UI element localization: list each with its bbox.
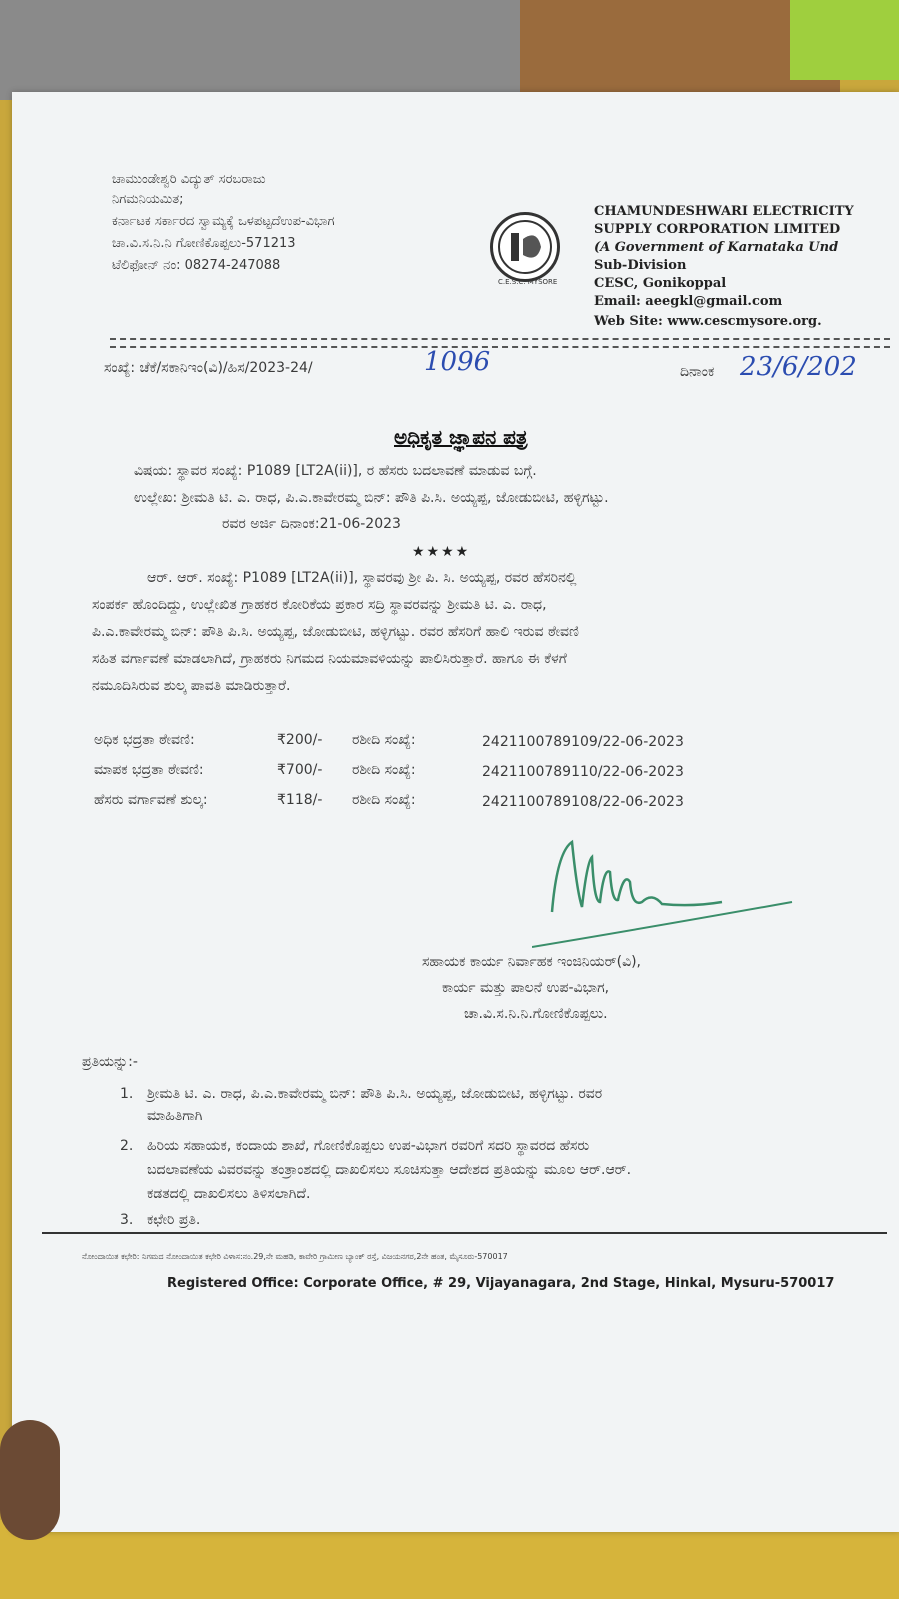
header-phone: ಟೆಲಿಫೋನ್ ನಂ: 08274-247088 [112, 258, 281, 273]
copies-heading: ಪ್ರತಿಯನ್ನು:- [82, 1054, 138, 1070]
copy-item-number: 1. [120, 1086, 134, 1102]
fee-receipt-label: ರಶೀದಿ ಸಂಖ್ಯೆ: [352, 792, 416, 808]
copy-item-line: ಕಡತದಲ್ಲಿ ದಾಖಲಿಸಲು ತಿಳಿಸಲಾಗಿದೆ. [147, 1186, 311, 1202]
background-folder [0, 0, 530, 100]
reference-line: ರವರ ಅರ್ಜಿ ದಿನಾಂಕ:21-06-2023 [222, 516, 401, 532]
ref-number-handwritten: 1096 [424, 347, 491, 377]
fee-amount: ₹200/- [277, 732, 323, 748]
signatory-designation: ಸಹಾಯಕ ಕಾರ್ಯ ನಿರ್ವಾಹಕ ಇಂಜಿನಿಯರ್(ವಿ), [422, 954, 642, 970]
fee-receipt-label: ರಶೀದಿ ಸಂಖ್ಯೆ: [352, 732, 416, 748]
subject-line: ವಿಷಯ: ಸ್ಥಾವರ ಸಂಖ್ಯೆ: P1089 [LT2A(ii)], ರ ಹೆಸರು ಬದಲಾವಣೆ ಮಾಡುವ ಬಗ್ಗೆ. [134, 463, 537, 479]
reference-line: ಉಲ್ಲೇಖ: ಶ್ರೀಮತಿ ಟಿ. ಎ. ರಾಧ, ಪಿ.ಎ.ಕಾವೇರಮ್ಮ ಬಿನ್: ಪೌತಿ ಪಿ.ಸಿ. ಅಯ್ಯಪ್ಪ, ಜೋಡುಬೀಟಿ, ಹಳ್ಳಿಗಟ್ಟು. [134, 490, 609, 506]
fee-amount: ₹118/- [277, 792, 323, 808]
logo-caption: C.E.S.C. MYSORE [498, 278, 558, 286]
header-divider [110, 338, 890, 340]
header-divider [110, 346, 890, 348]
copy-item-line: ಬದಲಾವಣೆಯ ವಿವರವನ್ನು ತಂತ್ರಾಂಶದಲ್ಲಿ ದಾಖಲಿಸಲು ಸೂಚಿಸುತ್ತಾ ಆದೇಶದ ಪ್ರತಿಯನ್ನು ಮೂಲ ಆರ್.ಆರ್. [147, 1162, 632, 1178]
signatory-location: ಚಾ.ವಿ.ಸ.ನಿ.ನಿ.ಗೋಣಿಕೊಪ್ಪಲು. [464, 1006, 608, 1022]
handwritten-signature [532, 832, 802, 952]
thumb [0, 1420, 60, 1540]
header-english-line: CHAMUNDESHWARI ELECTRICITY [594, 204, 854, 219]
header-english-line: (A Government of Karnataka Und [594, 240, 839, 255]
ref-number-label: ಸಂಖ್ಯೆ: ಚೆಕೆ/ಸಕಾನಿಇಂ(ವಿ)/ಹಿಸ/2023-24/ [104, 360, 313, 376]
header-english-line: SUPPLY CORPORATION LIMITED [594, 222, 841, 237]
header-kannada-line: ಕರ್ನಾಟಕ ಸರ್ಕಾರದ ಸ್ವಾಮ್ಯಕ್ಕೆ ಒಳಪಟ್ಟದೆಉಪ-ವಿಭಾಗ [112, 214, 335, 229]
body-paragraph-line: ಆರ್. ಆರ್. ಸಂಖ್ಯೆ: P1089 [LT2A(ii)], ಸ್ಥಾವರವು ಶ್ರೀ ಪಿ. ಸಿ. ಅಯ್ಯಪ್ಪ, ರವರ ಹೆಸರಿನಲ್ಲಿ [147, 570, 577, 586]
header-kannada-line: ನಿಗಮನಿಯಮಿತ; [112, 192, 184, 207]
header-kannada-line: ಚಾ.ವಿ.ಸ.ನಿ.ನಿ ಗೋಣಿಕೊಪ್ಪಲು-571213 [112, 236, 296, 251]
header-website: Web Site: www.cescmysore.org. [594, 314, 822, 329]
footer-kannada-address: ನೋಂದಾಯಿತ ಕಛೇರಿ: ನಿಗಮದ ನೋಂದಾಯಿತ ಕಛೇರಿ ವಿಳಾಸ:ನಂ.29,ನೇ ಮಹಡಿ, ಕಾವೇರಿ ಗ್ರಾಮೀಣ ಬ್ಯಾಂಕ್ ರಸ್ತೆ, ವಿಜಯನಗರ,2ನೇ ಹಂತ, ಮೈಸೂರು-570017 [82, 1252, 508, 1261]
signatory-office: ಕಾರ್ಯ ಮತ್ತು ಪಾಲನೆ ಉಪ-ವಿಭಾಗ, [442, 980, 610, 996]
fee-label: ಅಧಿಕ ಭದ್ರತಾ ಠೇವಣಿ: [94, 732, 195, 748]
footer-registered-office: Registered Office: Corporate Office, # 29, Vijayanagara, 2nd Stage, Hinkal, Mysuru-570017 [167, 1276, 835, 1291]
fee-receipt-label: ರಶೀದಿ ಸಂಖ್ಯೆ: [352, 762, 416, 778]
separator-stars: ★★★★ [412, 544, 471, 560]
fee-label: ಮಾಪಕ ಭದ್ರತಾ ಠೇವಣಿ: [94, 762, 204, 778]
document-page [12, 92, 899, 1532]
fee-receipt-number: 2421100789108/22-06-2023 [482, 794, 684, 810]
background-green-object [790, 0, 899, 80]
document-title: ಅಧಿಕೃತ ಜ್ಞಾಪನ ಪತ್ರ [394, 425, 528, 449]
date-label: ದಿನಾಂಕ [680, 364, 715, 380]
header-english-line: Sub-Division [594, 258, 687, 273]
fee-label: ಹೆಸರು ವರ್ಗಾವಣೆ ಶುಲ್ಕ: [94, 792, 208, 808]
date-handwritten: 23/6/202 [740, 352, 857, 382]
body-paragraph-line: ಸಂಪರ್ಕ ಹೊಂದಿದ್ದು, ಉಲ್ಲೇಖಿತ ಗ್ರಾಹಕರ ಕೋರಿಕೆಯ ಪ್ರಕಾರ ಸದ್ರಿ ಸ್ಥಾವರವನ್ನು ಶ್ರೀಮತಿ ಟಿ. ಎ. ರಾಧ, [92, 597, 547, 613]
footer-divider [42, 1232, 887, 1234]
fee-receipt-number: 2421100789110/22-06-2023 [482, 764, 684, 780]
header-email: Email: aeegkl@gmail.com [594, 294, 783, 309]
fee-amount: ₹700/- [277, 762, 323, 778]
body-paragraph-line: ಸಹಿತ ವರ್ಗಾವಣೆ ಮಾಡಲಾಗಿದೆ, ಗ್ರಾಹಕರು ನಿಗಮದ ನಿಯಮಾವಳಿಯನ್ನು ಪಾಲಿಸಿರುತ್ತಾರೆ. ಹಾಗೂ ಈ ಕೆಳಗೆ [92, 651, 567, 667]
copy-item-line: ಕಛೇರಿ ಪ್ರತಿ. [147, 1212, 201, 1228]
body-paragraph-line: ಪಿ.ಎ.ಕಾವೇರಮ್ಮ ಬಿನ್: ಪೌತಿ ಪಿ.ಸಿ. ಅಯ್ಯಪ್ಪ, ಜೋಡುಬೀಟಿ, ಹಳ್ಳಿಗಟ್ಟು. ರವರ ಹೆಸರಿಗೆ ಹಾಲಿ ಇರುವ ಠೇವಣಿ [92, 624, 579, 640]
header-english-line: CESC, Gonikoppal [594, 276, 727, 291]
copy-item-number: 3. [120, 1212, 134, 1228]
copy-item-number: 2. [120, 1138, 134, 1154]
logo-emblem-icon [497, 219, 553, 275]
cesc-logo [490, 212, 560, 282]
header-kannada-line: ಚಾಮುಂಡೇಶ್ವರಿ ವಿದ್ಯುತ್ ಸರಬರಾಜು [112, 172, 266, 187]
body-paragraph-line: ನಮೂದಿಸಿರುವ ಶುಲ್ಕ ಪಾವತಿ ಮಾಡಿರುತ್ತಾರೆ. [92, 678, 291, 694]
fee-receipt-number: 2421100789109/22-06-2023 [482, 734, 684, 750]
copy-item-line: ಮಾಹಿತಿಗಾಗಿ [147, 1108, 203, 1124]
copy-item-line: ಹಿರಿಯ ಸಹಾಯಕ, ಕಂದಾಯ ಶಾಖೆ, ಗೋಣಿಕೊಪ್ಪಲು ಉಪ-ವಿಭಾಗ ರವರಿಗೆ ಸದರಿ ಸ್ಥಾವರದ ಹೆಸರು [147, 1138, 590, 1154]
copy-item-line: ಶ್ರೀಮತಿ ಟಿ. ಎ. ರಾಧ, ಪಿ.ಎ.ಕಾವೇರಮ್ಮ ಬಿನ್: ಪೌತಿ ಪಿ.ಸಿ. ಅಯ್ಯಪ್ಪ, ಜೋಡುಬೀಟಿ, ಹಳ್ಳಿಗಟ್ಟು. ರವರ [147, 1086, 603, 1102]
